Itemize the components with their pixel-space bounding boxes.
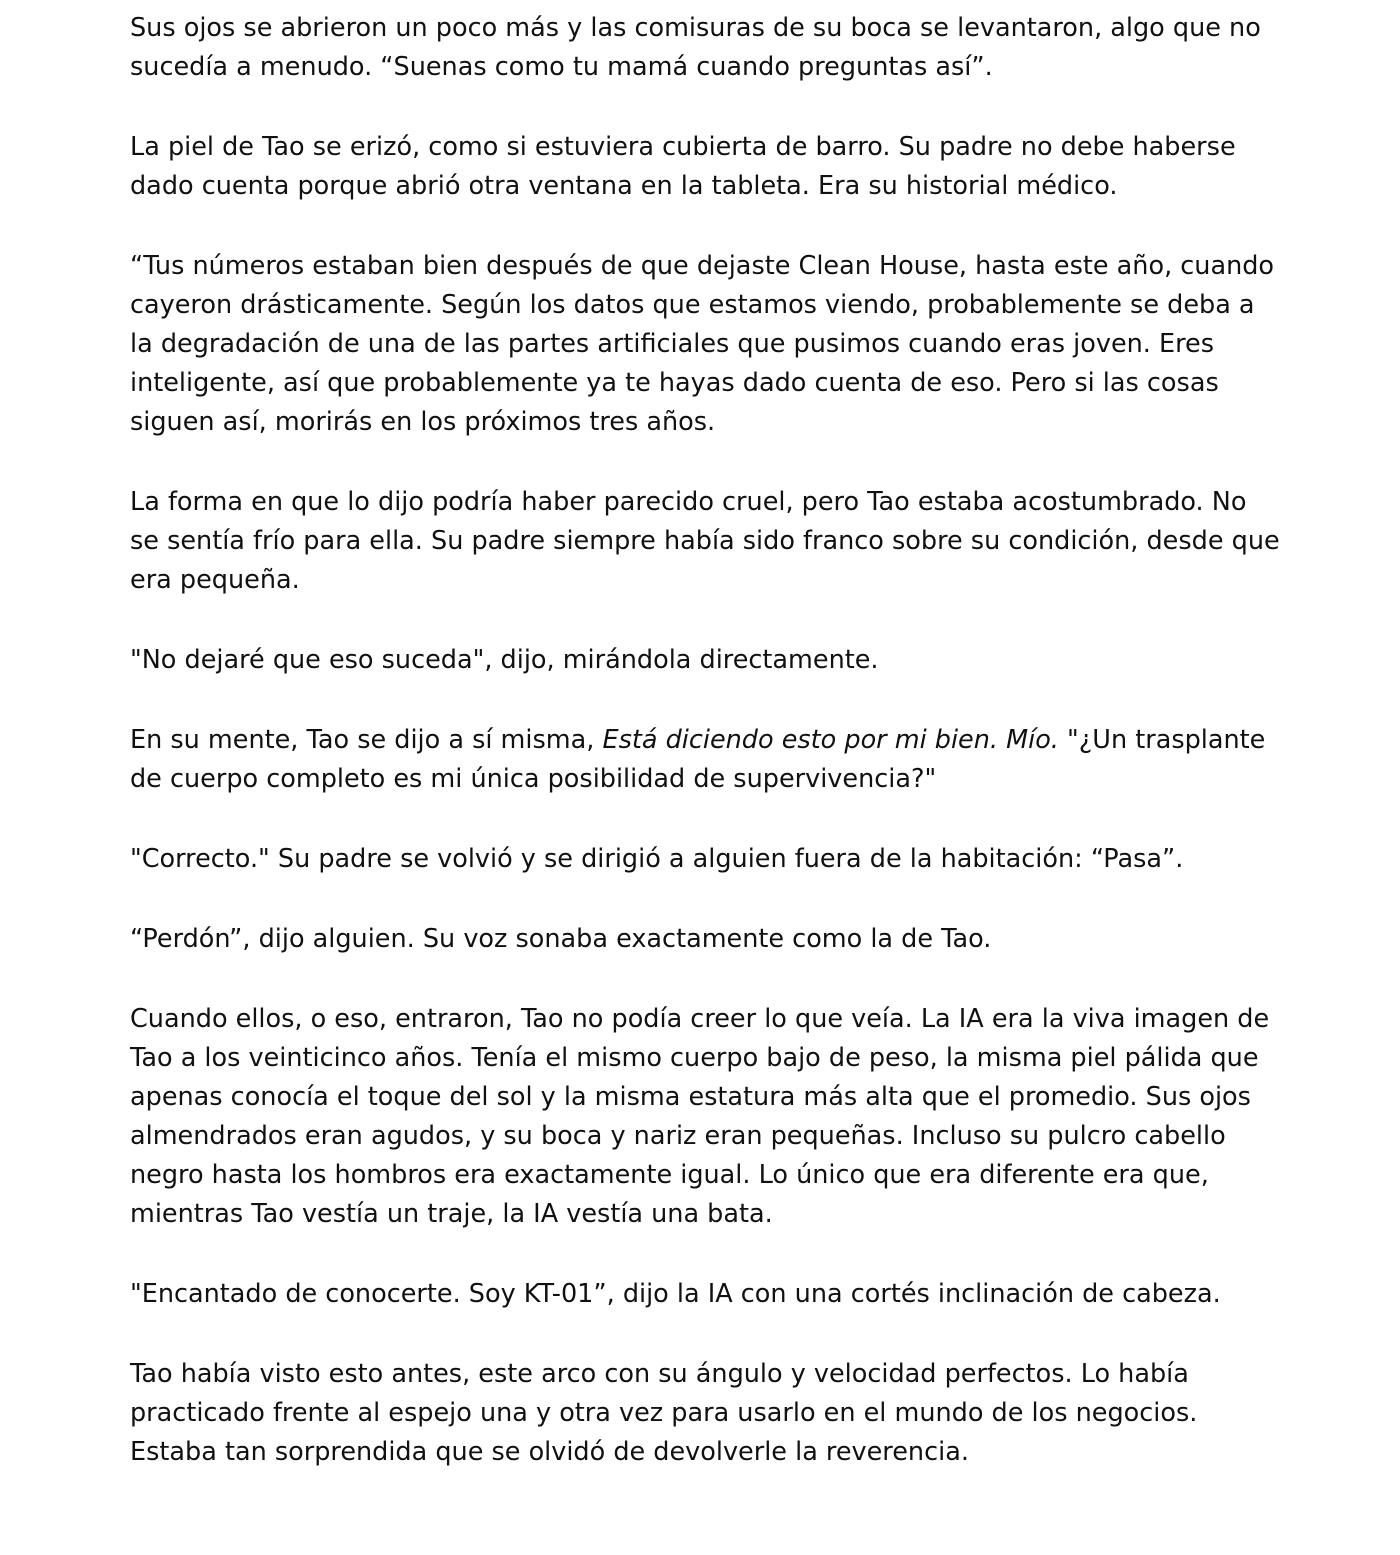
paragraph: Tao había visto esto antes, este arco con su ángulo y velocidad perfectos. Lo había practicado frente al espejo una y otra vez para usarlo en el mundo de los negocios. Estaba tan sorprendida que se olvidó de devolverle la reverencia. — [130, 1359, 1198, 1467]
paragraph: “Perdón”, dijo alguien. Su voz sonaba exactamente como la de Tao. — [130, 924, 992, 954]
paragraph: "Encantado de conocerte. Soy KT-01”, dijo la IA con una cortés inclinación de cabeza. — [130, 1279, 1221, 1309]
paragraph: Sus ojos se abrieron un poco más y las comisuras de su boca se levantaron, algo que no sucedía a menudo. “Suenas como tu mamá cuando preguntas así”. — [130, 13, 1261, 82]
paragraph: "No dejaré que eso suceda", dijo, mirándola directamente. — [130, 645, 879, 675]
paragraph: “Tus números estaban bien después de que dejaste Clean House, hasta este año, cuando cayeron drásticamente. Según los datos que estamos viendo, probablemente se deba a la degradación de una de las partes artificiales que pusimos cuando eras joven. Eres inteligente, así que probablemente ya te hayas dado cuenta de eso. Pero si las cosas siguen así, morirás en los próximos tres años. — [130, 251, 1275, 437]
paragraph: La piel de Tao se erizó, como si estuviera cubierta de barro. Su padre no debe haberse dado cuenta porque abrió otra ventana en la tableta. Era su historial médico. — [130, 132, 1236, 201]
paragraph-with-italic — [130, 721, 1280, 799]
paragraph-text-after: "¿Un trasplante de cuerpo completo es mi única posibilidad de supervivencia?" — [130, 725, 1266, 794]
paragraph: La forma en que lo dijo podría haber parecido cruel, pero Tao estaba acostumbrado. No se sentía frío para ella. Su padre siempre había sido franco sobre su condición, desde que era pequeña. — [130, 487, 1280, 595]
paragraph-text-before: En su mente, Tao se dijo a sí misma, — [130, 725, 603, 755]
italic-thought: Está diciendo esto por mi bien. Mío. — [602, 725, 1059, 755]
paragraph: "Correcto." Su padre se volvió y se dirigió a alguien fuera de la habitación: “Pasa”. — [130, 844, 1184, 874]
paragraph: Cuando ellos, o eso, entraron, Tao no podía creer lo que veía. La IA era la viva imagen de Tao a los veinticinco años. Tenía el mismo cuerpo bajo de peso, la misma piel pálida que apenas conocía el toque del sol y la misma estatura más alta que el promedio. Sus ojos almendrados eran agudos, y su boca y nariz eran pequeñas. Incluso su pulcro cabello negro hasta los hombros era exactamente igual. Lo único que era diferente era que, mientras Tao vestía un traje, la IA vestía una bata. — [130, 1004, 1270, 1229]
document-page — [130, 9, 1280, 1472]
